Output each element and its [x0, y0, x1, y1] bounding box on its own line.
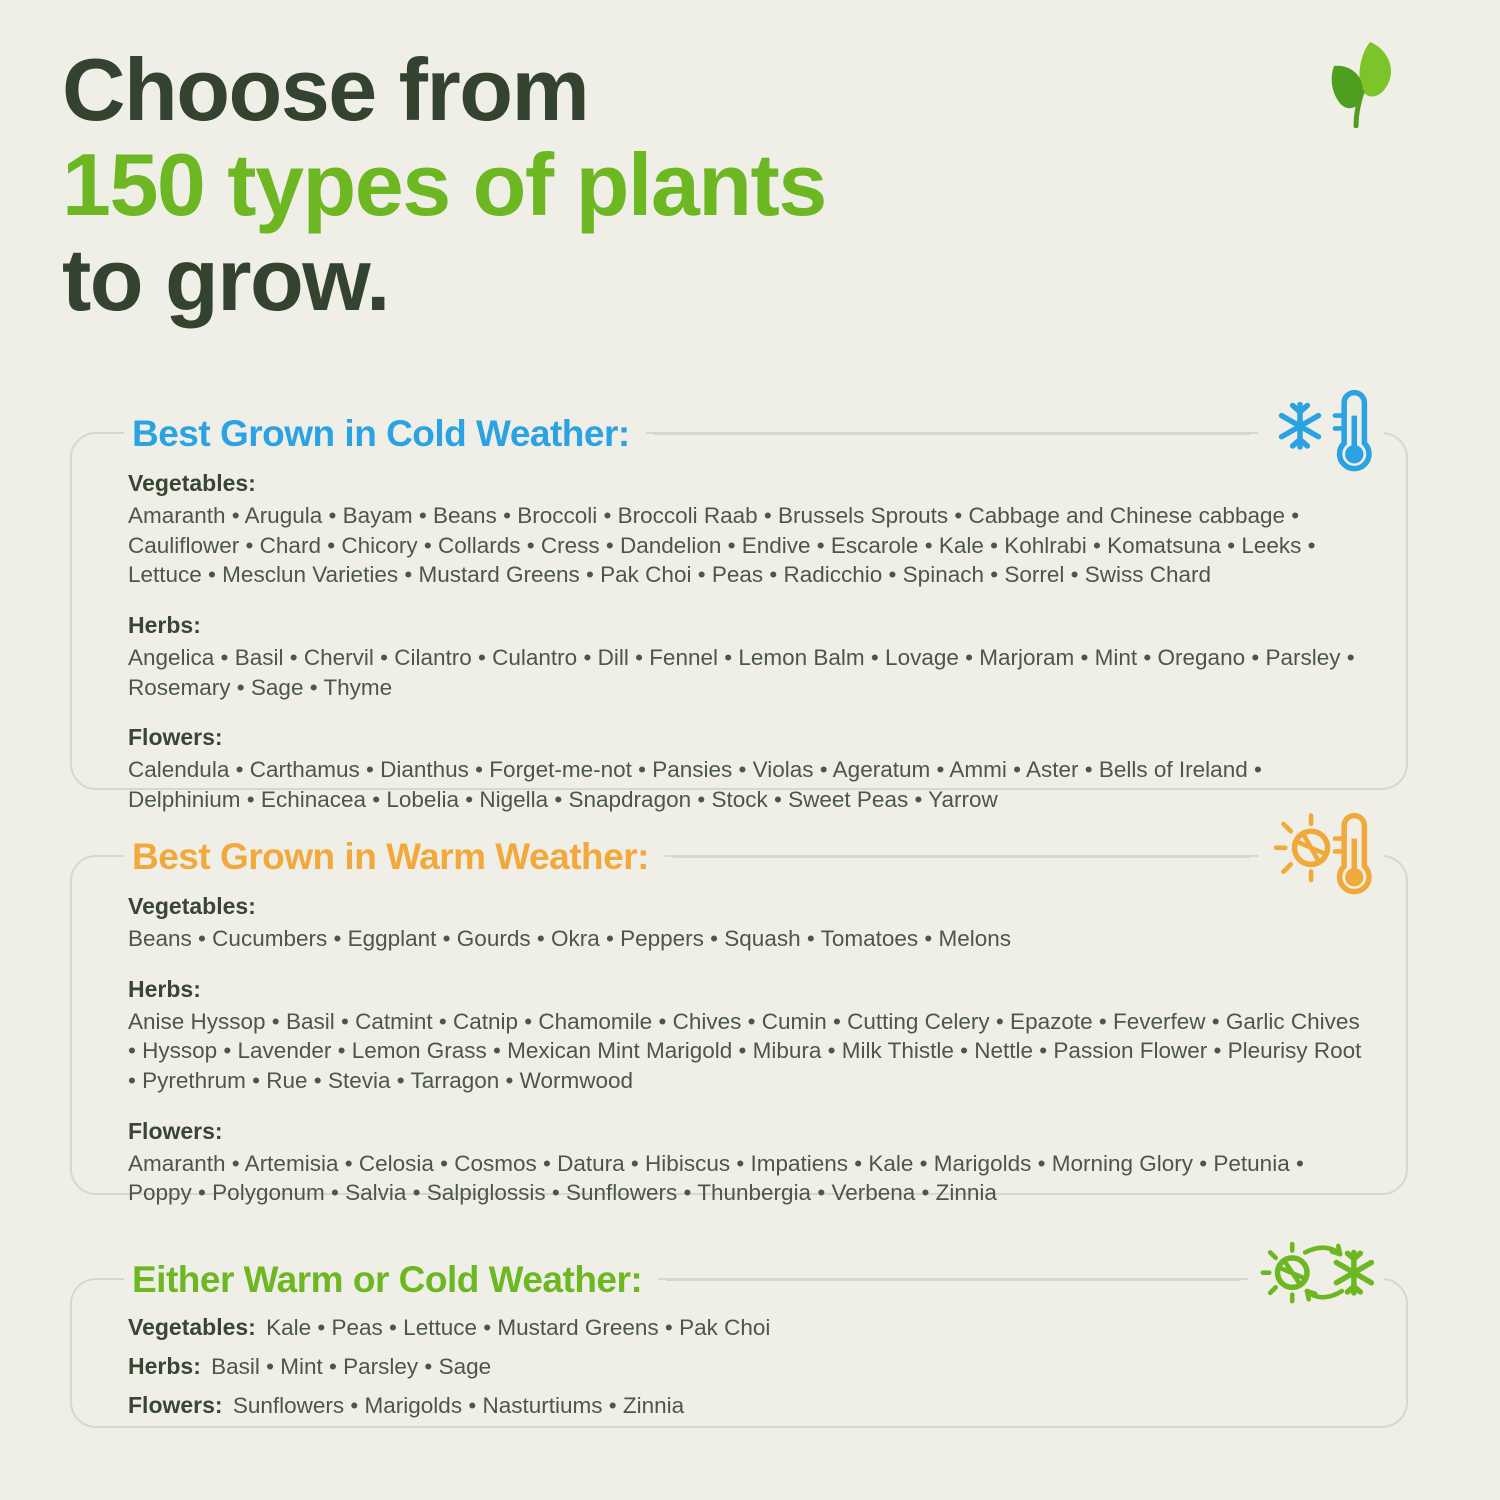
group-vegetables	[128, 1310, 1370, 1345]
group-list: Kale • Peas • Lettuce • Mustard Greens • Pak Choi	[266, 1315, 771, 1340]
group-list: Calendula • Carthamus • Dianthus • Forget-me-not • Pansies • Violas • Ageratum • Ammi • Aster • Bells of Ireland • Delphinium • Echinacea • Lobelia • Nigella • Snapdragon • Stock • Sweet Peas • Yarrow	[128, 757, 1262, 813]
group-herbs	[128, 1349, 1370, 1384]
group-list: Anise Hyssop • Basil • Catmint • Catnip • Chamomile • Chives • Cumin • Cutting Celery • Epazote • Feverfew • Garlic Chives • Hyssop • Lavender • Lemon Grass • Mexican Mint Marigold • Mibura • Milk Thistle • Nettle • Passion Flower • Pleurisy Root • Pyrethrum • Rue • Stevia • Tarragon • Wormwood	[128, 1008, 1362, 1094]
group-list: Amaranth • Arugula • Bayam • Beans • Broccoli • Broccoli Raab • Brussels Sprouts • Cabbage and Chinese cabbage • Cauliflower • Chard • Chicory • Collards • Cress • Dandelion • Endive • Escarole • Kale • Kohlrabi • Komatsuna • Leeks • Lettuce • Mesclun Varieties • Mustard Greens • Pak Choi • Peas • Radicchio • Spinach • Sorrel • Swiss Chard	[128, 503, 1316, 588]
leaf-icon	[1318, 36, 1408, 128]
group-label: Flowers:	[128, 724, 223, 751]
header-divider	[654, 433, 1250, 435]
headline-line-2: 150 types of plants	[62, 135, 826, 235]
group-herbs	[128, 976, 1370, 1096]
group-label: Herbs:	[128, 612, 201, 639]
headline-line-3: to grow.	[62, 230, 389, 330]
section-cold-body	[72, 434, 1406, 815]
group-list: Amaranth • Artemisia • Celosia • Cosmos • Datura • Hibiscus • Impatiens • Kale • Marigolds • Morning Glory • Petunia • Poppy • Polygonum • Salvia • Salpiglossis • Sunflowers • Thunbergia • Verbena • Zinnia	[128, 1150, 1304, 1206]
section-warm-title: Best Grown in Warm Weather:	[124, 836, 665, 878]
group-label: Herbs:	[128, 1352, 201, 1379]
sun-snowflake-icon	[1248, 1252, 1384, 1308]
group-label: Vegetables:	[128, 470, 256, 496]
group-list: Angelica • Basil • Chervil • Cilantro • Culantro • Dill • Fennel • Lemon Balm • Lovage • Marjoram • Mint • Oregano • Parsley • Rosemary • Sage • Thyme	[128, 645, 1355, 700]
group-herbs	[128, 612, 1370, 702]
group-label: Herbs:	[128, 975, 201, 1002]
sun-thermometer-icon	[1258, 829, 1384, 885]
section-either-header	[124, 1252, 1384, 1308]
header-divider	[673, 856, 1250, 858]
group-list: Sunflowers • Marigolds • Nasturtiums • Zinnia	[232, 1392, 685, 1418]
group-label: Vegetables:	[128, 893, 256, 919]
section-cold-title: Best Grown in Cold Weather:	[124, 413, 646, 455]
section-warm-header	[124, 829, 1384, 885]
section-cold-weather	[70, 413, 1408, 813]
headline-line-1: Choose from	[62, 40, 589, 139]
group-vegetables	[128, 470, 1370, 590]
group-label: Flowers:	[128, 1117, 223, 1144]
snowflake-thermometer-icon	[1258, 406, 1384, 462]
group-label: Vegetables:	[128, 1314, 256, 1340]
group-flowers	[128, 1118, 1370, 1208]
group-list: Basil • Mint • Parsley • Sage	[211, 1353, 492, 1379]
group-vegetables	[128, 893, 1370, 954]
group-list: Beans • Cucumbers • Eggplant • Gourds • Okra • Peppers • Squash • Tomatoes • Melons	[128, 926, 1012, 951]
header-divider	[666, 1279, 1240, 1281]
section-either-weather	[70, 1259, 1408, 1428]
section-warm-weather	[70, 836, 1408, 1206]
page-title	[62, 40, 1182, 330]
section-warm-body	[72, 857, 1406, 1208]
group-flowers	[128, 724, 1370, 814]
section-cold-header	[124, 406, 1384, 462]
group-flowers	[128, 1388, 1370, 1423]
group-label: Flowers:	[128, 1391, 223, 1418]
section-either-title: Either Warm or Cold Weather:	[124, 1259, 658, 1301]
